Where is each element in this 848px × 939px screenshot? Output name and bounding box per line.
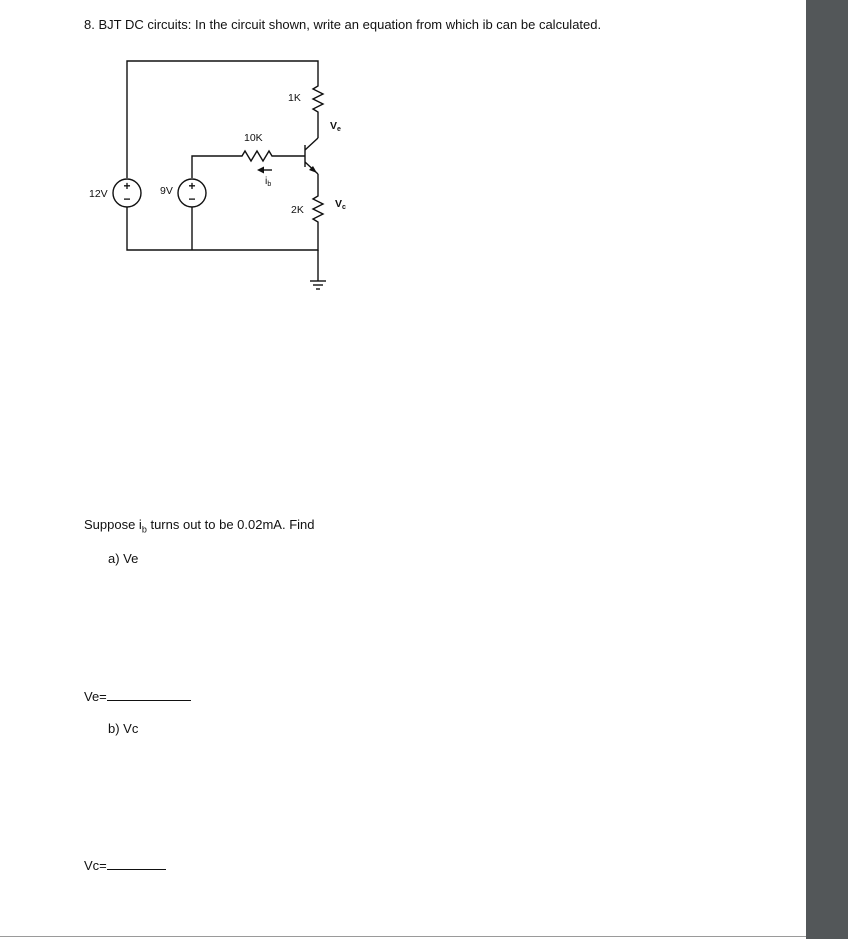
plus-12v: + — [123, 179, 131, 193]
label-ib: ib — [265, 175, 272, 188]
label-vc: Vc — [335, 198, 346, 211]
resistor-2k — [313, 174, 323, 226]
minus-12v: − — [123, 192, 131, 206]
part-a-label: a) Ve — [108, 551, 139, 566]
label-1k: 1K — [288, 92, 301, 104]
plus-9v: + — [188, 179, 196, 193]
part-b-label: b) Vc — [108, 721, 139, 736]
answer-ve-line[interactable] — [84, 688, 191, 704]
vertical-scrollbar[interactable] — [806, 0, 848, 939]
transistor-collector-lead — [305, 138, 318, 150]
answer-vc-label: Vc= — [84, 858, 107, 873]
minus-9v: − — [188, 192, 196, 206]
answer-ve-blank[interactable] — [107, 688, 191, 701]
label-12v: 12V — [89, 188, 108, 200]
answer-vc-blank[interactable] — [107, 857, 166, 870]
answer-ve-label: Ve= — [84, 689, 107, 704]
question-title: 8. BJT DC circuits: In the circuit shown, write an equation from which ib can be calculated. — [84, 17, 602, 32]
resistor-10k — [236, 151, 305, 161]
page-bottom-border — [0, 936, 806, 937]
wire-top — [127, 61, 318, 178]
wire-bottom — [127, 207, 318, 250]
suppose-statement: Suppose $i_b$ turns out to be 0.02mA. Find — [84, 517, 315, 535]
resistor-1k — [313, 82, 323, 138]
label-9v: 9V — [160, 185, 173, 197]
current-arrow-head — [257, 167, 264, 174]
wire-9v-to-base — [192, 156, 236, 178]
answer-vc-line[interactable] — [84, 857, 166, 873]
bjt-circuit-diagram — [0, 0, 806, 330]
label-ve: Ve — [330, 120, 341, 133]
label-2k: 2K — [291, 204, 304, 216]
label-10k: 10K — [244, 132, 263, 144]
